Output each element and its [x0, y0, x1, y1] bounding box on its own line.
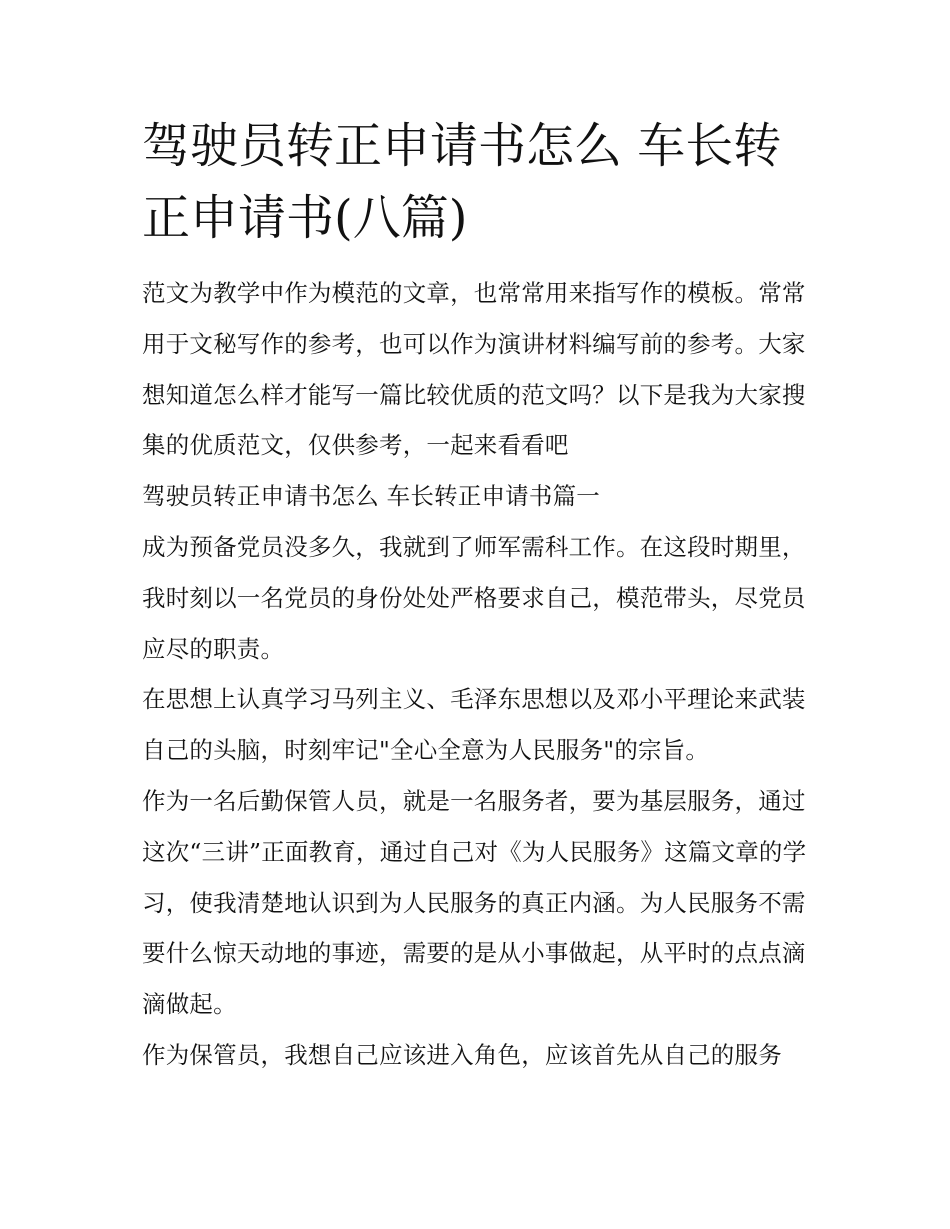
section-heading: 驾驶员转正申请书怎么 车长转正申请书篇一 [142, 482, 600, 511]
body-paragraph: 在思想上认真学习马列主义、毛泽东思想以及邓小平理论来武装自己的头脑，时刻牢记"全心全意为人民服务"的宗旨。 [142, 685, 806, 765]
document-title: 驾驶员转正申请书怎么 车长转正申请书(八篇) [142, 118, 782, 246]
document-page [142, 110, 822, 1081]
document-body [142, 268, 822, 1081]
intro-paragraph: 范文为教学中作为模范的文章，也常常用来指写作的模板。常常用于文秘写作的参考，也可以作为演讲材料编写前的参考。大家想知道怎么样才能写一篇比较优质的范文吗？以下是我为大家搜集的优质范文，仅供参考，一起来看看吧 [142, 279, 806, 460]
body-paragraph: 成为预备党员没多久，我就到了师军需科工作。在这段时期里，我时刻以一名党员的身份处处严格要求自己，模范带头，尽党员应尽的职责。 [142, 532, 806, 663]
body-paragraph: 作为保管员，我想自己应该进入角色，应该首先从自己的服务 [142, 1040, 782, 1069]
body-paragraph: 作为一名后勤保管人员，就是一名服务者，要为基层服务，通过这次“三讲”正面教育，通过自己对《为人民服务》这篇文章的学习，使我清楚地认识到为人民服务的真正内涵。为人民服务不需要什么惊天动地的事迹，需要的是从小事做起，从平时的点点滴滴做起。 [142, 786, 807, 1019]
